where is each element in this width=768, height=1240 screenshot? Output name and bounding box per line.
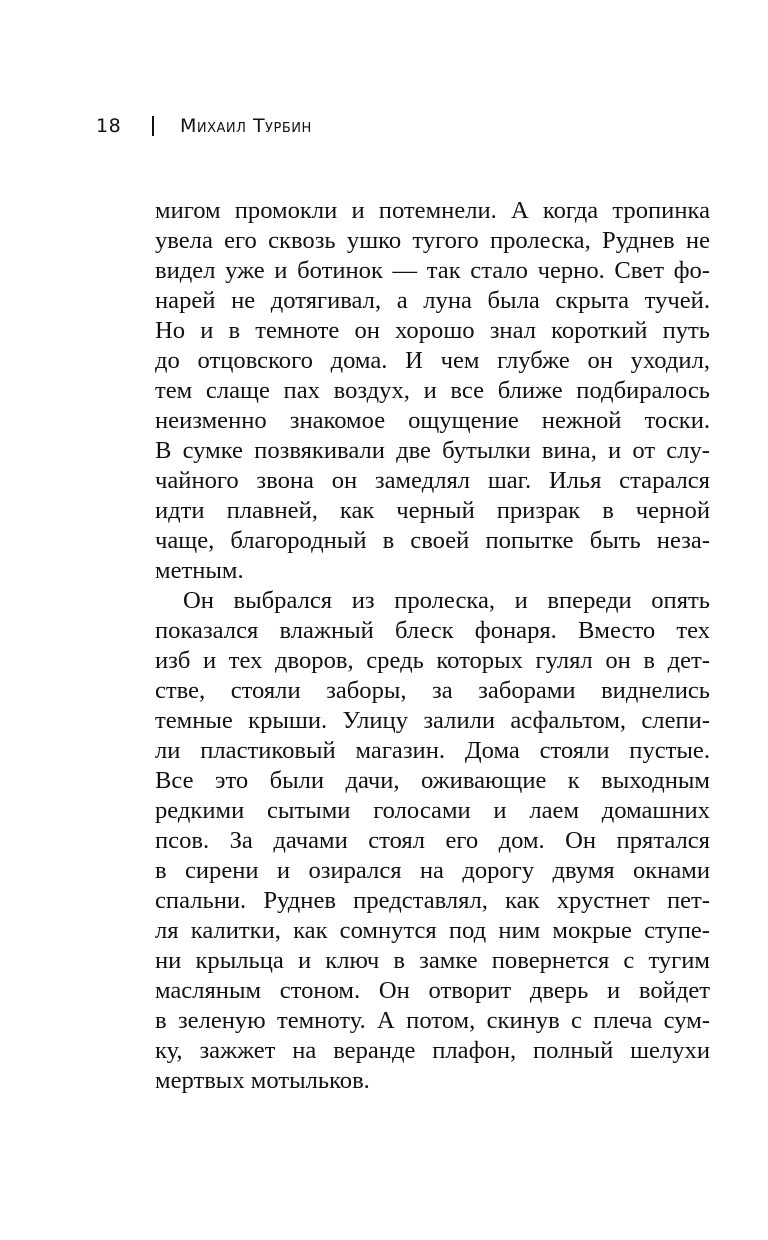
text-line: стве, стояли заборы, за заборами виднелись — [155, 677, 710, 704]
text-line: ля калитки, как сомнутся под ним мокрые ступе- — [155, 917, 710, 944]
body-text — [155, 196, 710, 1096]
text-line: метным. — [155, 557, 244, 584]
text-line: видел уже и ботинок — так стало черно. Свет фо- — [155, 257, 710, 284]
text-line: нарей не дотягивал, а луна была скрыта тучей. — [155, 287, 710, 314]
text-line: ли пластиковый магазин. Дома стояли пустые. — [155, 737, 710, 764]
text-line: редкими сытыми голосами и лаем домашних — [155, 797, 710, 824]
text-line: в зеленую темноту. А потом, скинув с плеча сум- — [155, 1007, 710, 1034]
author-name: Михаил Турбин — [180, 115, 312, 137]
text-line: в сирени и озирался на дорогу двумя окнами — [155, 857, 710, 884]
text-line: мертвых мотыльков. — [155, 1067, 370, 1094]
text-line: изб и тех дворов, средь которых гулял он в дет- — [155, 647, 710, 674]
text-line: ку, зажжет на веранде плафон, полный шелухи — [155, 1037, 710, 1064]
page-number: 18 — [96, 115, 122, 137]
text-line: увела его сквозь ушко тугого пролеска, Руднев не — [155, 227, 710, 254]
text-line: Он выбрался из пролеска, и впереди опять — [183, 587, 710, 614]
text-line: показался влажный блеск фонаря. Вместо тех — [155, 617, 710, 644]
text-line: идти плавней, как черный призрак в черной — [155, 497, 710, 524]
text-line: до отцовского дома. И чем глубже он уходил, — [155, 347, 710, 374]
text-line: псов. За дачами стоял его дом. Он прятался — [155, 827, 710, 854]
paragraph-1 — [155, 196, 710, 586]
header-divider — [152, 116, 154, 136]
text-line: масляным стоном. Он отворит дверь и войдет — [155, 977, 710, 1004]
text-line: чайного звона он замедлял шаг. Илья старался — [155, 467, 710, 494]
text-line: неизменно знакомое ощущение нежной тоски. — [155, 407, 710, 434]
text-line: Но и в темноте он хорошо знал короткий путь — [155, 317, 710, 344]
running-head — [96, 112, 312, 140]
text-line: чаще, благородный в своей попытке быть неза- — [155, 527, 710, 554]
text-line: темные крыши. Улицу залили асфальтом, слепи- — [155, 707, 710, 734]
text-line: тем слаще пах воздух, и все ближе подбиралось — [155, 377, 710, 404]
text-line: мигом промокли и потемнели. А когда тропинка — [155, 197, 710, 224]
text-line: спальни. Руднев представлял, как хрустнет пет- — [155, 887, 710, 914]
text-line: Все это были дачи, оживающие к выходным — [155, 767, 710, 794]
text-line: ни крыльца и ключ в замке повернется с тугим — [155, 947, 710, 974]
paragraph-2 — [155, 586, 710, 1096]
text-line: В сумке позвякивали две бутылки вина, и от слу- — [155, 437, 710, 464]
